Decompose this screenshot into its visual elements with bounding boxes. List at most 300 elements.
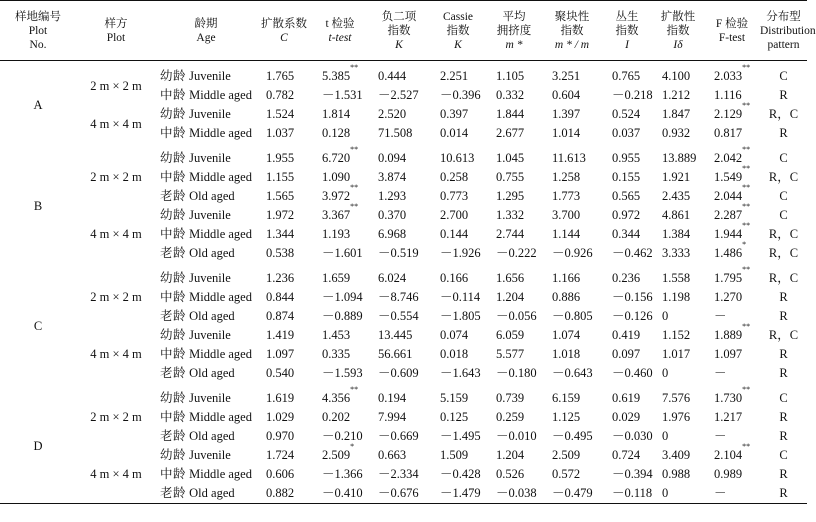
patchiness-index-value: 1.018 [552, 347, 581, 361]
cassie-index [430, 244, 486, 263]
age-class-en: Middle aged [189, 170, 252, 184]
cassie-index-value: －1.926 [440, 246, 481, 260]
negative-binomial-k [368, 383, 430, 408]
t-test-value-value: 1.659 [322, 271, 351, 285]
negative-binomial-k [368, 263, 430, 288]
t-test-value-value: 3.972 [322, 189, 351, 203]
patchiness-index-value: 0.572 [552, 467, 581, 481]
cassie-index [430, 86, 486, 105]
t-test-value [312, 244, 368, 263]
t-test-value [312, 143, 368, 168]
age-class-en: Old aged [189, 309, 235, 323]
age-class-en: Juvenile [189, 208, 231, 222]
morisita-index [652, 168, 704, 187]
dispersion-coefficient [256, 465, 312, 484]
negative-binomial-k [368, 288, 430, 307]
morisita-index-value: 0 [662, 309, 669, 323]
t-test-value [312, 345, 368, 364]
negative-binomial-k-value: 7.994 [378, 410, 407, 424]
age-class-en: Juvenile [189, 107, 231, 121]
significance-mark: ** [742, 385, 751, 394]
cassie-index-value: －0.114 [440, 290, 481, 304]
negative-binomial-k [368, 86, 430, 105]
t-test-value-value: 4.356 [322, 391, 351, 405]
mean-crowding [486, 225, 542, 244]
patchiness-index-value: 3.700 [552, 208, 581, 222]
t-test-value [312, 307, 368, 326]
clumping-index-value: 0.155 [612, 170, 641, 184]
morisita-index [652, 288, 704, 307]
mean-crowding [486, 288, 542, 307]
clumping-index [602, 465, 652, 484]
plot-number: B [33, 198, 43, 213]
cassie-index [430, 364, 486, 383]
morisita-index [652, 307, 704, 326]
t-test-value-value: －1.601 [322, 246, 363, 260]
f-test-value [704, 383, 760, 408]
patchiness-index [542, 244, 602, 263]
column-header-zh: 样地编号 [15, 10, 61, 23]
table-row [0, 446, 807, 465]
mean-crowding-value: －0.056 [496, 309, 537, 323]
dispersion-coefficient [256, 105, 312, 124]
distribution-pattern: R，C [768, 328, 799, 342]
negative-binomial-k-value: 0.194 [378, 391, 407, 405]
cassie-index-value: －0.396 [440, 88, 481, 102]
age-class [156, 263, 256, 288]
quadrat-size: 2 m × 2 m [90, 78, 142, 93]
cassie-index [430, 446, 486, 465]
cassie-index-value: －1.643 [440, 366, 481, 380]
distribution-pattern: R [779, 126, 788, 140]
distribution-pattern: R [779, 429, 788, 443]
mean-crowding-value: 1.105 [496, 69, 525, 83]
morisita-index [652, 225, 704, 244]
clumping-index-value: 0.619 [612, 391, 641, 405]
t-test-value [312, 427, 368, 446]
mean-crowding-value: 1.844 [496, 107, 525, 121]
cassie-index-value: 0.125 [440, 410, 469, 424]
clumping-index [602, 427, 652, 446]
patchiness-index [542, 307, 602, 326]
f-test-value-value: 2.287 [714, 208, 743, 222]
negative-binomial-k-value: 6.968 [378, 227, 407, 241]
mean-crowding [486, 244, 542, 263]
f-test-value-value: 1.486 [714, 246, 743, 260]
dispersion-coefficient-value: 1.097 [266, 347, 295, 361]
distribution-pattern: R [779, 347, 788, 361]
negative-binomial-k-value: －2.334 [378, 467, 419, 481]
morisita-index-value: 0 [662, 486, 669, 500]
mean-crowding [486, 326, 542, 345]
dispersion-coefficient-value: 0.882 [266, 486, 295, 500]
morisita-index-value: 1.558 [662, 271, 691, 285]
f-test-value-value: 1.944 [714, 227, 743, 241]
negative-binomial-k-value: －2.527 [378, 88, 419, 102]
clumping-index [602, 408, 652, 427]
morisita-index [652, 244, 704, 263]
cassie-index-value: 0.074 [440, 328, 469, 342]
negative-binomial-k-value: 71.508 [378, 126, 413, 140]
t-test-value-value: 0.202 [322, 410, 351, 424]
age-class [156, 364, 256, 383]
t-test-value-value: 1.193 [322, 227, 351, 241]
negative-binomial-k-value: 13.445 [378, 328, 413, 342]
f-test-value [704, 442, 760, 465]
cassie-index [430, 206, 486, 225]
t-test-value-value: 3.367 [322, 208, 351, 222]
clumping-index [602, 143, 652, 168]
age-class-en: Middle aged [189, 88, 252, 102]
significance-mark: ** [742, 145, 751, 154]
morisita-index-value: 2.435 [662, 189, 691, 203]
f-test-value-value: － [714, 486, 727, 500]
column-header-en: 指数 [446, 24, 470, 37]
plot-number: C [33, 318, 43, 333]
patchiness-index [542, 187, 602, 206]
table-row [0, 263, 807, 288]
column-header [156, 1, 256, 61]
dispersion-coefficient-value: 1.765 [266, 69, 295, 83]
negative-binomial-k-value: 6.024 [378, 271, 407, 285]
age-class-zh: 幼龄 [160, 151, 187, 165]
f-test-value-value: 1.116 [714, 88, 742, 102]
morisita-index-value: 1.017 [662, 347, 691, 361]
clumping-index [602, 345, 652, 364]
column-header-en-2: I [625, 38, 629, 51]
dispersion-coefficient [256, 206, 312, 225]
f-test-value [704, 86, 760, 105]
patchiness-index-value: 0.886 [552, 290, 581, 304]
morisita-index-value: 4.861 [662, 208, 691, 222]
cassie-index-value: 0.397 [440, 107, 469, 121]
negative-binomial-k [368, 465, 430, 484]
morisita-index [652, 105, 704, 124]
morisita-index [652, 364, 704, 383]
patchiness-index-value: －0.479 [552, 486, 593, 500]
morisita-index [652, 383, 704, 408]
dispersion-coefficient-value: 1.972 [266, 208, 295, 222]
morisita-index-value: 4.100 [662, 69, 691, 83]
t-test-value-value: －1.531 [322, 88, 363, 102]
header-row [0, 1, 807, 61]
mean-crowding [486, 206, 542, 225]
patchiness-index-value: 6.159 [552, 391, 581, 405]
patchiness-index [542, 288, 602, 307]
morisita-index-value: 0 [662, 366, 669, 380]
negative-binomial-k-value: －8.746 [378, 290, 419, 304]
patchiness-index-value: －0.495 [552, 429, 593, 443]
distribution-pattern: C [779, 189, 788, 203]
significance-mark: ** [350, 385, 359, 394]
cassie-index [430, 105, 486, 124]
dispersion-coefficient-value: 1.565 [266, 189, 295, 203]
distribution-pattern: C [779, 208, 788, 222]
f-test-value [704, 307, 760, 326]
negative-binomial-k [368, 105, 430, 124]
clumping-index [602, 206, 652, 225]
cassie-index-value: 5.159 [440, 391, 469, 405]
morisita-index [652, 408, 704, 427]
dispersion-coefficient-value: 1.619 [266, 391, 295, 405]
column-header-zh: 扩散系数 [261, 17, 307, 30]
significance-mark: ** [742, 202, 751, 211]
morisita-index [652, 206, 704, 225]
significance-mark: ** [742, 442, 751, 451]
clumping-index [602, 288, 652, 307]
clumping-index-value: 0.565 [612, 189, 641, 203]
negative-binomial-k-value: －0.554 [378, 309, 419, 323]
distribution-pattern: R [779, 366, 788, 380]
f-test-value [704, 484, 760, 504]
age-class-zh: 老龄 [160, 309, 187, 323]
significance-mark: ** [742, 322, 751, 331]
column-header-en-2: m * / m [554, 38, 590, 51]
mean-crowding-value: －0.180 [496, 366, 537, 380]
t-test-value [312, 86, 368, 105]
quadrat-size: 4 m × 4 m [90, 227, 142, 241]
age-class [156, 383, 256, 408]
quadrat-size: 4 m × 4 m [76, 446, 156, 504]
distribution-pattern: R，C [768, 107, 799, 121]
table-row [0, 383, 807, 408]
negative-binomial-k [368, 326, 430, 345]
mean-crowding [486, 364, 542, 383]
significance-mark: ** [742, 221, 751, 230]
mean-crowding [486, 484, 542, 504]
column-header [256, 1, 312, 61]
distribution-pattern: C [779, 151, 788, 165]
age-class-zh: 中龄 [160, 126, 187, 140]
column-header-zh: t 检验 [325, 17, 355, 30]
dispersion-coefficient [256, 408, 312, 427]
cassie-index [430, 124, 486, 143]
column-header-zh: 聚块性 [554, 10, 590, 23]
dispersion-coefficient-value: 1.419 [266, 328, 295, 342]
mean-crowding-value: －0.222 [496, 246, 537, 260]
age-class-zh: 中龄 [160, 88, 187, 102]
significance-mark: ** [350, 202, 359, 211]
clumping-index-value: 0.724 [612, 448, 641, 462]
patchiness-index-value: 1.144 [552, 227, 581, 241]
patchiness-index-value: 11.613 [552, 151, 586, 165]
column-header-en: 指数 [666, 24, 690, 37]
column-header-zh: 丛生 [615, 10, 639, 23]
cassie-index-value: 0.166 [440, 271, 469, 285]
t-test-value [312, 442, 368, 465]
column-header-zh: 负二项 [381, 10, 417, 23]
cassie-index [430, 225, 486, 244]
table-row [0, 105, 807, 124]
age-class [156, 143, 256, 168]
morisita-index [652, 61, 704, 87]
patchiness-index-value: 1.258 [552, 170, 581, 184]
mean-crowding-value: 1.656 [496, 271, 525, 285]
age-class-zh: 老龄 [160, 486, 187, 500]
age-class-zh: 幼龄 [160, 448, 187, 462]
cassie-index [430, 427, 486, 446]
negative-binomial-k-value: 3.874 [378, 170, 407, 184]
negative-binomial-k-value: －0.609 [378, 366, 419, 380]
significance-mark: ** [742, 183, 751, 192]
cassie-index-value: 0.014 [440, 126, 469, 140]
cassie-index-value: 2.251 [440, 69, 469, 83]
cassie-index [430, 465, 486, 484]
distribution-pattern: R [779, 309, 788, 323]
mean-crowding [486, 143, 542, 168]
table-row [0, 326, 807, 345]
clumping-index-value: 0.419 [612, 328, 641, 342]
distribution-pattern: R，C [768, 271, 799, 285]
mean-crowding [486, 263, 542, 288]
age-class-en: Middle aged [189, 347, 252, 361]
f-test-value-value: － [714, 429, 727, 443]
t-test-value-value: 6.720 [322, 151, 351, 165]
t-test-value-value: －0.889 [322, 309, 363, 323]
dispersion-coefficient [256, 427, 312, 446]
patchiness-index [542, 225, 602, 244]
column-header [312, 1, 368, 61]
column-header-en: 拥挤度 [496, 24, 532, 37]
negative-binomial-k-value: －0.676 [378, 486, 419, 500]
negative-binomial-k [368, 345, 430, 364]
distribution-pattern: R [779, 290, 788, 304]
distribution-pattern: R [779, 88, 788, 102]
f-test-value-value: 0.989 [714, 467, 743, 481]
t-test-value [312, 105, 368, 124]
dispersion-coefficient [256, 187, 312, 206]
patchiness-index-value: －0.805 [552, 309, 593, 323]
column-header-en-2: Iδ [673, 38, 683, 51]
morisita-index [652, 427, 704, 446]
cassie-index-value: 2.700 [440, 208, 469, 222]
distribution-pattern: R [760, 484, 807, 504]
t-test-value-value: －1.094 [322, 290, 363, 304]
patchiness-index-value: 1.397 [552, 107, 581, 121]
table-row [0, 206, 807, 225]
age-class-zh: 老龄 [160, 429, 187, 443]
patchiness-index-value: 1.014 [552, 126, 581, 140]
cassie-index-value: －1.495 [440, 429, 481, 443]
patchiness-index [542, 263, 602, 288]
t-test-value [312, 263, 368, 288]
negative-binomial-k [368, 206, 430, 225]
patchiness-index [542, 168, 602, 187]
cassie-index-value: －0.428 [440, 467, 481, 481]
f-test-value [704, 408, 760, 427]
dispersion-coefficient [256, 484, 312, 504]
clumping-index [602, 61, 652, 87]
morisita-index-value: 0.932 [662, 126, 691, 140]
column-header [652, 1, 704, 61]
t-test-value-value: 1.453 [322, 328, 351, 342]
t-test-value [312, 326, 368, 345]
age-class [156, 206, 256, 225]
age-class [156, 244, 256, 263]
mean-crowding-value: 0.739 [496, 391, 525, 405]
clumping-index-value: 0.037 [612, 126, 641, 140]
clumping-index-value: －0.394 [612, 467, 653, 481]
dispersion-coefficient [256, 383, 312, 408]
t-test-value [312, 465, 368, 484]
mean-crowding [486, 307, 542, 326]
clumping-index [602, 383, 652, 408]
quadrat-size: 2 m × 2 m [90, 290, 142, 304]
age-class-zh: 幼龄 [160, 107, 187, 121]
mean-crowding [486, 427, 542, 446]
t-test-value-value: －0.410 [322, 486, 363, 500]
f-test-value [704, 465, 760, 484]
column-header-en: Age [196, 31, 216, 44]
negative-binomial-k [368, 307, 430, 326]
t-test-value [312, 408, 368, 427]
mean-crowding-value: 1.332 [496, 208, 525, 222]
dispersion-coefficient [256, 364, 312, 383]
dispersion-coefficient-value: 1.955 [266, 151, 295, 165]
f-test-value-value: 2.042 [714, 151, 743, 165]
patchiness-index-value: 1.166 [552, 271, 581, 285]
morisita-index [652, 484, 704, 504]
f-test-value [704, 322, 760, 345]
age-class [156, 61, 256, 87]
age-class [156, 288, 256, 307]
dispersion-coefficient-value: 1.724 [266, 448, 295, 462]
dispersion-coefficient [256, 86, 312, 105]
cassie-index-value: 0.144 [440, 227, 469, 241]
morisita-index [652, 446, 704, 465]
age-class [156, 408, 256, 427]
f-test-value [704, 143, 760, 168]
age-class-zh: 幼龄 [160, 391, 187, 405]
patchiness-index [542, 86, 602, 105]
clumping-index-value: 0.765 [612, 69, 641, 83]
negative-binomial-k [368, 168, 430, 187]
dispersion-coefficient [256, 168, 312, 187]
column-header [368, 1, 430, 61]
age-class-en: Old aged [189, 486, 235, 500]
negative-binomial-k [368, 427, 430, 446]
clumping-index-value: 0.972 [612, 208, 641, 222]
cassie-index-value: 1.509 [440, 448, 469, 462]
cassie-index-value: －1.805 [440, 309, 481, 323]
mean-crowding-value: 1.204 [496, 290, 525, 304]
morisita-index-value: 1.976 [662, 410, 691, 424]
age-class-zh: 中龄 [160, 227, 187, 241]
f-test-value-value: 1.730 [714, 391, 743, 405]
t-test-value-value: 2.509 [322, 448, 351, 462]
f-test-value [704, 345, 760, 364]
age-class-zh: 中龄 [160, 467, 187, 481]
age-class-en: Old aged [189, 366, 235, 380]
mean-crowding-value: 5.577 [496, 347, 525, 361]
t-test-value [312, 124, 368, 143]
column-header [430, 1, 486, 61]
patchiness-index [542, 465, 602, 484]
negative-binomial-k-value: 0.663 [378, 448, 407, 462]
dispersion-coefficient [256, 288, 312, 307]
age-class-en: Juvenile [189, 448, 231, 462]
clumping-index-value: 0.344 [612, 227, 641, 241]
dispersion-coefficient [256, 61, 312, 87]
mean-crowding [486, 383, 542, 408]
negative-binomial-k-value: 0.370 [378, 208, 407, 222]
t-test-value [312, 383, 368, 408]
age-class-zh: 老龄 [160, 189, 187, 203]
column-header-zh: Cassie [442, 10, 474, 23]
negative-binomial-k-value: 56.661 [378, 347, 413, 361]
patchiness-index [542, 143, 602, 168]
negative-binomial-k [368, 364, 430, 383]
